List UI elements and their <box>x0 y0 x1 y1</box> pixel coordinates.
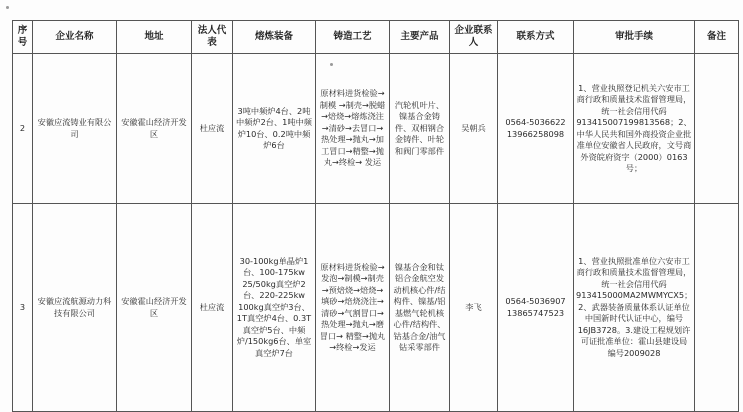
cell-remark <box>695 204 739 412</box>
cell-contact: 吴朝兵 <box>450 54 498 204</box>
cell-address: 安徽霍山经济开发区 <box>117 54 192 204</box>
cell-seq: 2 <box>13 54 33 204</box>
header-legal-rep: 法人代表 <box>192 21 233 54</box>
cell-remark <box>695 54 739 204</box>
header-contact: 企业联系人 <box>450 21 498 54</box>
cell-address: 安徽霍山经济开发区 <box>117 204 192 412</box>
header-company: 企业名称 <box>33 21 117 54</box>
cell-approval: 1、营业执照批准单位六安市工商行政和质量技术监督管理局，统一社会信用代码913415000MA2MWMYCX5；2、武器装备质量体系认证单位中国新时代认证中心，编号16JB3728。3.建设工程规划许可证批准单位：霍山县建设局 编号2009028 <box>574 204 695 412</box>
enterprise-table <box>12 20 739 412</box>
scan-speck <box>6 6 9 9</box>
cell-smelting: 30-100kg单晶炉1台、100-175kw 25/50kg真空炉2台、220-225kw 100kg真空炉3台、1T真空炉4台、0.3T真空炉5台、中频炉/150kg6台、单室真空炉7台 <box>233 204 316 412</box>
header-address: 地址 <box>117 21 192 54</box>
cell-company: 安徽应流铸业有限公司 <box>33 54 117 204</box>
cell-company: 安徽应流航源动力科技有限公司 <box>33 204 117 412</box>
header-products: 主要产品 <box>390 21 450 54</box>
cell-phone: 0564-5036622 13966258098 <box>498 54 574 204</box>
header-seq: 序号 <box>13 21 33 54</box>
cell-casting: 原材料进货检验→发泡→制模→制壳→预焙烧→焙烧→填砂→焙烧浇注→清砂→气割冒口→热处理→抛丸→磨冒口→ 精整→抛丸→终检→发运 <box>316 204 390 412</box>
cell-legal-rep: 杜应流 <box>192 54 233 204</box>
cell-contact: 李飞 <box>450 204 498 412</box>
header-row <box>13 21 739 54</box>
cell-seq: 3 <box>13 204 33 412</box>
header-phone: 联系方式 <box>498 21 574 54</box>
header-smelting: 熔炼装备 <box>233 21 316 54</box>
cell-casting: 原材料进货检验→制模 →制壳→脱蜡→焙烧→熔炼浇注→清砂→去冒口→热处理→抛丸→加工冒口→精整→抛丸→终检→ 发运 <box>316 54 390 204</box>
header-casting: 铸造工艺 <box>316 21 390 54</box>
cell-products: 镍基合金和钛铝合金航空发动机核心件/结构件、镍基/铝基燃气轮机核心件/结构件、钴基合金/油气钻采零部件 <box>390 204 450 412</box>
cell-approval: 1、营业执照登记机关六安市工商行政和质量技术监督管理局，统一社会信用代码913415007199813568；2、中华人民共和国外商投资企业批准单位安徽省人民政府，文号商外资皖府资字（2000）0163号； <box>574 54 695 204</box>
table-row <box>13 54 739 204</box>
cell-legal-rep: 杜应流 <box>192 204 233 412</box>
header-remark: 备注 <box>695 21 739 54</box>
header-approval: 审批手续 <box>574 21 695 54</box>
table-row <box>13 204 739 412</box>
cell-phone: 0564-5036907 13865747523 <box>498 204 574 412</box>
cell-products: 汽轮机叶片、镍基合金铸件、双相钢合金铸件、叶轮和阀门零部件 <box>390 54 450 204</box>
cell-smelting: 3吨中频炉4台、2吨中频炉2台、1吨中频炉10台、0.2吨中频炉6台 <box>233 54 316 204</box>
